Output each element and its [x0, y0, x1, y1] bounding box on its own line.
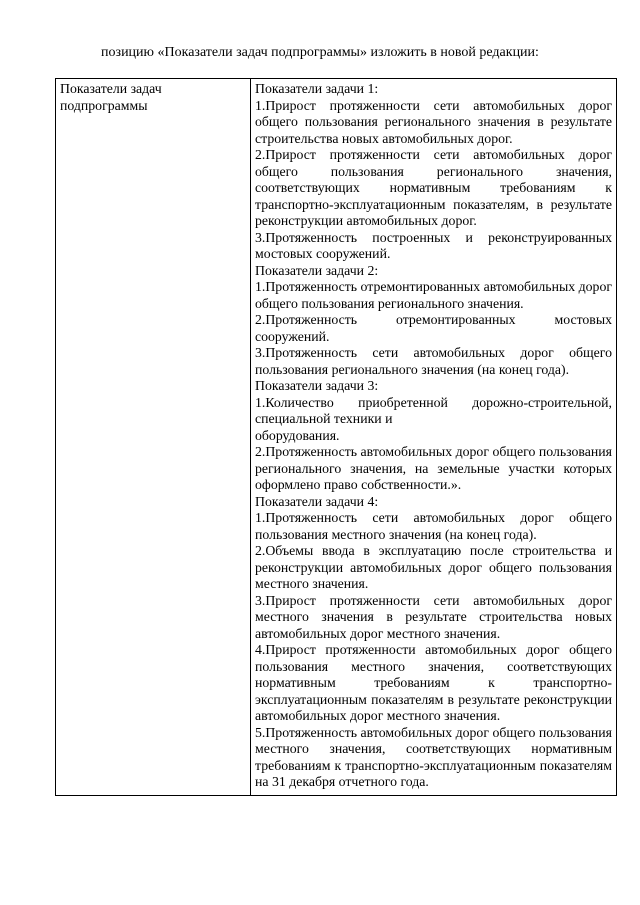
line-12: Показатели задачи 4:	[255, 493, 379, 509]
left-cell: Показатели задач подпрограммы	[56, 79, 251, 796]
intro-text: позицию «Показатели задач подпрограммы» изложить в новой редакции:	[101, 45, 539, 60]
line-17: 5.Протяженность автомобильных дорог общего пользования местного значения, соответствующих нормативным требованиям к транспортно-эксплуатационным показателям на 31 декабря отчетного года.	[255, 724, 612, 789]
line-2: 2.Прирост протяженности сети автомобильных дорог общего пользования регионального значения, соответствующих нормативным требованиям к транспортно-эксплуатационным показателям, в результате реконструкции автомобильных дорог.	[255, 147, 612, 228]
line-8: Показатели задачи 3:	[255, 378, 379, 393]
table-row	[56, 79, 617, 796]
line-3: 3.Протяженность построенных и реконструированных мостовых сооружений.	[255, 229, 612, 261]
right-cell	[251, 79, 617, 796]
line-7: 3.Протяженность сети автомобильных дорог общего пользования регионального значения (на конец года).	[255, 345, 612, 377]
line-10: оборудования.	[255, 427, 340, 443]
line-16: 4.Прирост протяженности автомобильных дорог общего пользования местного значения, соответствующих нормативным требованиям к транспортно-эксплуатационным показателям в результате реконструкции автомобильных дорог местного значения.	[255, 642, 612, 723]
indicators-table	[55, 78, 617, 796]
line-0: Показатели задачи 1:	[255, 81, 379, 96]
line-13: 1.Протяженность сети автомобильных дорог общего пользования местного значения (на конец года).	[255, 510, 612, 542]
line-9: 1.Количество приобретенной дорожно-строительной, специальной техники и	[255, 394, 612, 426]
line-15: 3.Прирост протяженности сети автомобильных дорог местного значения в результате строительства новых автомобильных дорог местного значения.	[255, 592, 612, 641]
line-6: 2.Протяженность отремонтированных мостовых сооружений.	[255, 312, 612, 344]
line-14: 2.Объемы ввода в эксплуатацию после строительства и реконструкции автомобильных дорог общего пользования местного значения.	[255, 543, 612, 591]
line-5: 1.Протяженность отремонтированных автомобильных дорог общего пользования регионального значения.	[255, 279, 612, 311]
line-4: Показатели задачи 2:	[255, 262, 379, 278]
line-11: 2.Протяженность автомобильных дорог общего пользования регионального значения, на земельные участки которых оформлено право собственности.».	[255, 444, 612, 492]
line-1: 1.Прирост протяженности сети автомобильных дорог общего пользования регионального значения в результате строительства новых автомобильных дорог.	[255, 97, 612, 146]
